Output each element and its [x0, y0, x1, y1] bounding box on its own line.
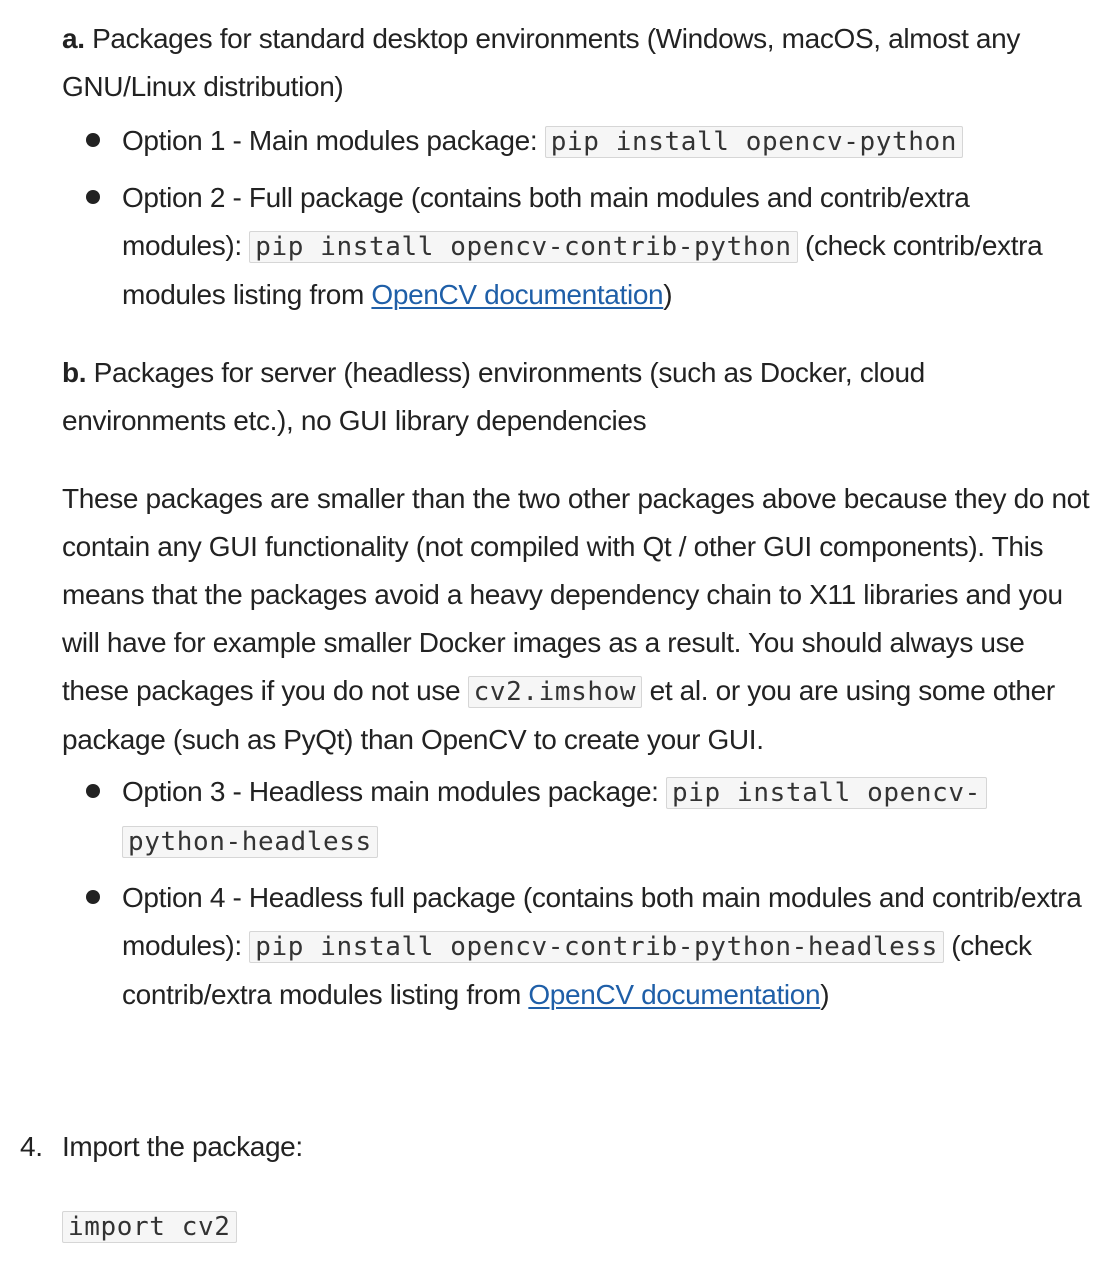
list-item-option-2 [62, 174, 1092, 319]
bullet-icon [86, 890, 100, 904]
option-2-closing: ) [663, 279, 673, 310]
option-4-code: pip install opencv-contrib-python-headless [249, 931, 944, 963]
option-1-code: pip install opencv-python [545, 126, 963, 158]
section-a-heading [62, 15, 1092, 111]
step-4 [20, 1123, 1080, 1171]
section-a-label: a. [62, 23, 85, 54]
paragraph-text-start: These packages are smaller than the two other packages above because they do not contain any GUI functionality (not compiled with Qt / other GUI components). This means that the packages avoid a heavy dependency chain to X11 libraries and you will have for example smaller Docker images as a result. You should always use these packages if you do not use [62, 483, 1090, 706]
option-2-text: Option 2 - Full package (contains both main modules and contrib/extra modules): [122, 182, 970, 261]
import-code: import cv2 [62, 1211, 237, 1243]
opencv-documentation-link-2[interactable]: OpenCV documentation [528, 979, 821, 1010]
paragraph-text-end: et al. or you are using some other package (such as PyQt) than OpenCV to create your GUI. [62, 675, 1055, 755]
headless-paragraph [62, 475, 1092, 764]
section-a-text: Packages for standard desktop environments (Windows, macOS, almost any GNU/Linux distribution) [62, 23, 1021, 102]
bullet-icon [86, 190, 100, 204]
option-1-text: Option 1 - Main modules package: [122, 125, 545, 156]
section-a [62, 15, 1092, 327]
option-2-suffix: (check contrib/extra modules listing from [122, 230, 1043, 310]
import-code-block [62, 1202, 1092, 1251]
step-4-text: Import the package: [62, 1131, 303, 1162]
import-code-line [62, 1202, 1092, 1251]
bullet-icon [86, 133, 100, 147]
option-4-text: Option 4 - Headless full package (contains both main modules and contrib/extra modules): [122, 882, 1082, 961]
step-number: 4. [20, 1131, 43, 1162]
list-item-option-1 [62, 117, 1092, 166]
opencv-documentation-link-1[interactable]: OpenCV documentation [371, 279, 664, 310]
option-3-code: pip install opencv-python-headless [122, 777, 987, 858]
headless-description [62, 475, 1092, 1027]
section-b-text: Packages for server (headless) environments (such as Docker, cloud environments etc.), no GUI library dependencies [62, 357, 925, 436]
option-2-code: pip install opencv-contrib-python [249, 231, 797, 263]
list-item-option-4 [62, 874, 1092, 1019]
section-b [62, 349, 1092, 445]
bullet-icon [86, 784, 100, 798]
list-item-option-3 [62, 768, 1092, 866]
option-3-text: Option 3 - Headless main modules package: [122, 776, 667, 807]
section-b-label: b. [62, 357, 87, 388]
option-4-suffix: (check contrib/extra modules listing from [122, 930, 1032, 1010]
step-4-heading [20, 1123, 1080, 1171]
headless-options-list [62, 768, 1092, 1019]
imshow-code: cv2.imshow [468, 676, 643, 708]
desktop-options-list [62, 117, 1092, 319]
option-4-closing: ) [820, 979, 830, 1010]
section-b-heading [62, 349, 1092, 445]
